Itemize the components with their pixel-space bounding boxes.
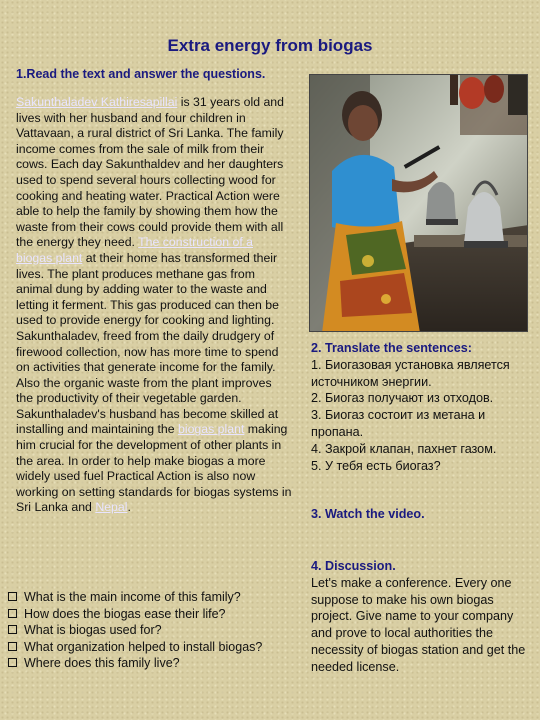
task-3-section [311,506,535,523]
sentence-3: 3. Биогаз состоит из метана и пропана. [311,408,486,439]
question-list [8,589,300,672]
question-item: How does the biogas ease their life? [8,606,300,623]
article-link-name[interactable]: Sakunthaladev Kathiresapillai [16,95,178,109]
article-text-1: is 31 years old and lives with her husband and four children in Vattavaan, a rural district of Sri Lanka. The family income comes from the sale of milk from their cows. Each day Sakunthaldev and her daughters used to spend several hours collecting wood for cooking and heating water. Practical Action were able to help the family by showing them how the waste from their cows could provide them with all the energy they need. [16,95,284,250]
task-1-heading: 1.Read the text and answer the questions. [16,67,266,81]
task-4-text: Let's make a conference. Every one suppose to make his own biogas project. Give name to your company and prove to local authorities the necessity of biogas station and get the needed license. [311,575,526,674]
sentence-1: 1. Биогазовая установка является источником энергии. [311,357,510,389]
checkbox-icon [8,609,17,618]
article-text-2: at their home has transformed their lives. The plant produces methane gas from animal dung by adding water to the waste and letting it ferment. This gas produced can then be used to provide energy for cooking and lighting. Sakunthaladev, freed from the daily drudgery of firewood collection, now has more time to spend on activities that generate income for the family. Also the organic waste from the plant improves the productivity of their vegetable garden. Sakunthaladev's husband has become skilled at installing and maintaining the [16,250,279,437]
checkbox-icon [8,625,17,634]
task-4-section [311,558,535,676]
sentence-5: 5. У тебя есть биогаз? [311,458,441,473]
article-text [16,95,292,516]
sentence-4: 4. Закрой клапан, пахнет газом. [311,441,497,456]
question-item: Where does this family live? [8,655,300,672]
task-2-heading: 2. Translate the sentences: [311,341,472,355]
task-3-heading: 3. Watch the video. [311,507,425,521]
sentence-2: 2. Биогаз получают из отходов. [311,391,494,406]
checkbox-icon [8,592,17,601]
task-2-section [311,340,535,474]
page-title: Extra energy from biogas [167,36,373,55]
checkbox-icon [8,658,17,667]
cooking-photo [309,74,528,332]
article-link-nepal[interactable]: Nepal [95,500,128,515]
question-item: What is biogas used for? [8,622,300,639]
question-item: What organization helped to install biogas? [8,639,300,656]
article-link-construction[interactable]: The construction of a biogas plant [16,235,253,265]
question-item: What is the main income of this family? [8,589,300,606]
article-text-3: making him crucial for the development of other plants in the area. In order to help make biogas a more widely used fuel Practical Action is also now working on setting standards for biogas systems in Sri Lanka and [16,422,292,515]
article-link-biogas-plant[interactable]: biogas plant [178,422,245,437]
task-4-heading: 4. Discussion. [311,559,396,573]
checkbox-icon [8,642,17,651]
article-text-4: . [127,500,131,515]
